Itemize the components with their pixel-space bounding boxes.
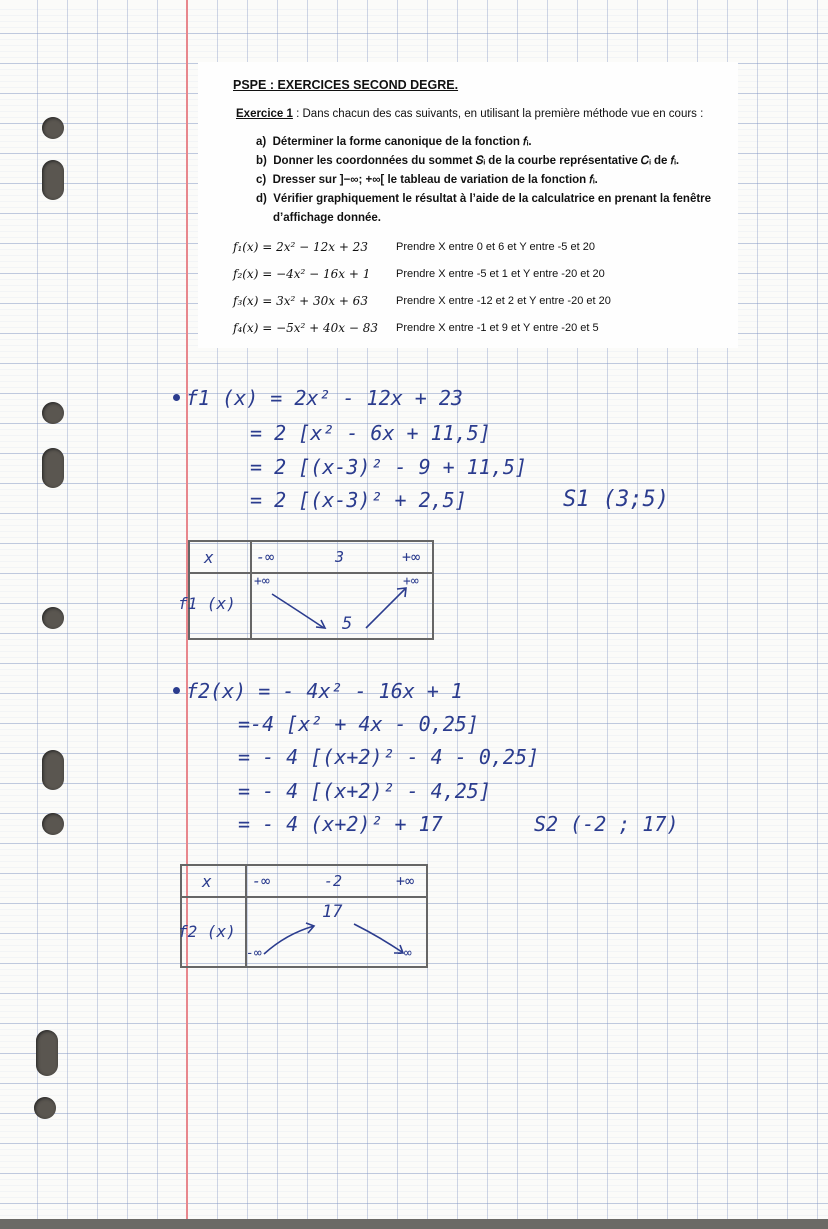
function-expression: f₃(x) = 3x² + 30x + 63: [233, 294, 368, 308]
desk-surface: [0, 1219, 828, 1229]
f2-line: f2(x) = - 4x² - 16x + 1: [186, 679, 463, 703]
binder-hole: [42, 813, 64, 835]
instruction-item: c) Dresser sur ]−∞; +∞[ le tableau de variation de la fonction 𝑓ᵢ.: [256, 174, 598, 186]
instruction-item: b) Donner les coordonnées du sommet 𝑆ᵢ de la courbe représentative 𝐶ᵢ de 𝑓ᵢ.: [256, 155, 680, 167]
table-x-value: -∞: [252, 872, 271, 890]
table-right-limit: -∞: [396, 946, 412, 961]
binder-hole: [42, 448, 64, 488]
function-window: Prendre X entre -1 et 9 et Y entre -20 et 5: [396, 322, 599, 334]
increasing-arrow: [190, 542, 432, 638]
binder-hole: [42, 117, 64, 139]
f1-line: f1 (x) = 2x² - 12x + 23: [186, 386, 463, 410]
binder-hole: [42, 750, 64, 790]
f1-vertex: S1 (3;5): [563, 487, 669, 512]
f2-line: = - 4 (x+2)² + 17: [238, 812, 443, 836]
f2-line: = - 4 [(x+2)² - 4 - 0,25]: [238, 745, 540, 769]
f2-variation-table: [180, 864, 428, 968]
instruction-item: d) Vérifier graphiquement le résultat à l’aide de la calculatrice en prenant la fenêtre: [256, 193, 712, 205]
f1-line: = 2 [(x-3)² + 2,5]: [250, 488, 467, 512]
function-expression: f₁(x) = 2x² − 12x + 23: [233, 240, 368, 254]
table-f-label: f1 (x): [178, 594, 236, 613]
decreasing-arrow: [182, 866, 426, 966]
binder-hole: [34, 1097, 56, 1119]
binder-hole: [36, 1030, 58, 1076]
exercise-label: Exercice 1: [236, 108, 293, 120]
binder-hole: [42, 607, 64, 629]
table-f-label: f2 (x): [178, 922, 236, 941]
table-left-limit: -∞: [246, 946, 262, 961]
table-extremum: 5: [342, 614, 353, 634]
bullet-point: [173, 394, 180, 401]
table-x-label: x: [202, 872, 212, 891]
f2-line: = - 4 [(x+2)² - 4,25]: [238, 779, 491, 803]
worksheet-title: PSPE : EXERCICES SECOND DEGRE.: [233, 78, 459, 92]
table-x-value: -∞: [256, 548, 275, 566]
function-expression: f₂(x) = −4x² − 16x + 1: [233, 267, 371, 281]
function-window: Prendre X entre -12 et 2 et Y entre -20 et 20: [396, 295, 611, 307]
binder-hole: [42, 160, 64, 200]
function-window: Prendre X entre -5 et 1 et Y entre -20 et 20: [396, 268, 605, 280]
table-left-limit: +∞: [254, 574, 270, 589]
f2-line: =-4 [x² + 4x - 0,25]: [238, 712, 479, 736]
table-x-value: +∞: [402, 548, 421, 566]
binder-hole: [42, 402, 64, 424]
f2-vertex: S2 (-2 ; 17): [534, 812, 679, 836]
table-x-value: 3: [335, 548, 345, 566]
table-x-label: x: [204, 548, 214, 567]
table-x-value: -2: [324, 872, 343, 890]
exercise-statement: [236, 108, 703, 120]
f1-variation-table: [178, 540, 434, 640]
table-x-value: +∞: [396, 872, 415, 890]
table-right-limit: +∞: [403, 574, 419, 589]
instruction-item: a) Déterminer la forme canonique de la fonction 𝑓ᵢ.: [256, 136, 532, 148]
function-window: Prendre X entre 0 et 6 et Y entre -5 et 20: [396, 241, 595, 253]
bullet-point: [173, 687, 180, 694]
function-expression: f₄(x) = −5x² + 40x − 83: [233, 321, 379, 335]
exercise-intro: : Dans chacun des cas suivants, en utilisant la première méthode vue en cours :: [292, 108, 704, 120]
f1-line: = 2 [(x-3)² - 9 + 11,5]: [250, 455, 527, 479]
instruction-item: d’affichage donnée.: [273, 212, 381, 224]
printed-worksheet: [198, 62, 738, 348]
table-extremum: 17: [322, 902, 343, 922]
f1-line: = 2 [x² - 6x + 11,5]: [250, 421, 491, 445]
